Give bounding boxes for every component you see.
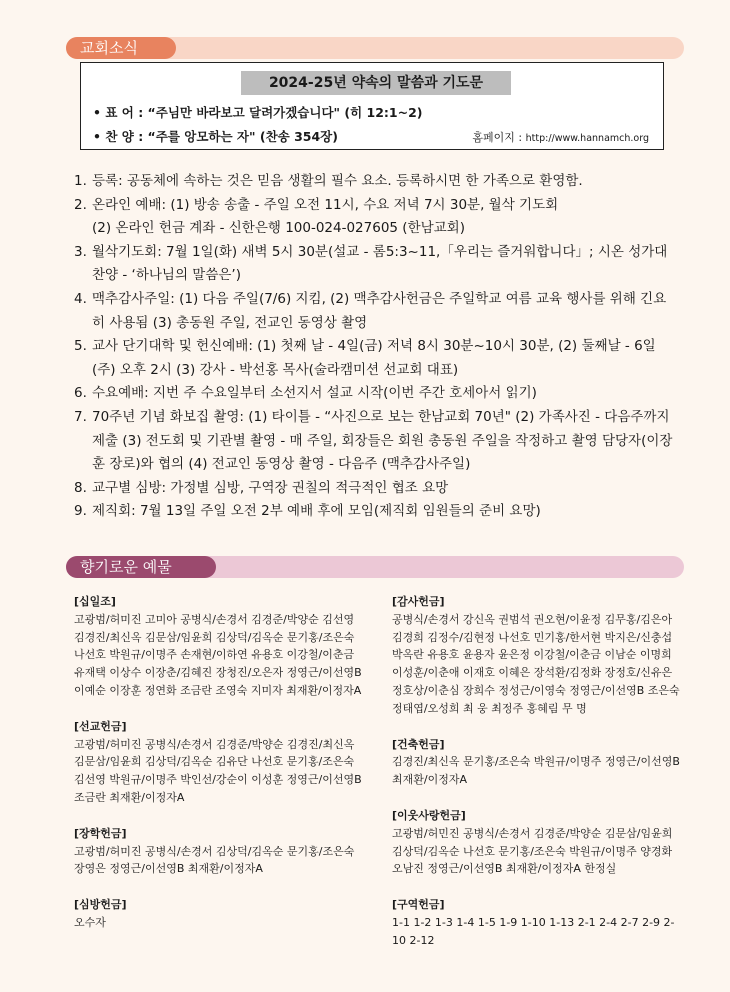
news-item-number: 4.: [74, 290, 87, 307]
news-item-text: 교구별 심방: 가정별 심방, 구역장 권칠의 적극적인 협조 요망: [92, 479, 449, 496]
offering-names: 오수자: [74, 915, 106, 929]
news-item: [74, 477, 674, 501]
news-item: [74, 406, 674, 477]
news-item: [74, 194, 674, 218]
offering-group: [74, 896, 364, 932]
news-list: [74, 170, 674, 524]
motto-line: • 표 어 : “주님만 바라보고 달려가겠습니다" (히 12:1~2): [93, 105, 423, 120]
news-item-text: 월삭기도회: 7월 1일(화) 새벽 5시 30분(설교 - 롬5:3~11,「우리는 즐거워합니다」; 시온 성가대 찬양 - ‘하나님의 말씀은’): [92, 243, 668, 284]
offering-heading: [구역헌금]: [392, 898, 445, 912]
news-item: [74, 335, 674, 382]
offering-heading: [감사헌금]: [392, 595, 445, 608]
news-item-text: 맥추감사주일: (1) 다음 주일(7/6) 지킴, (2) 맥추감사헌금은 주일학교 여름 교육 행사를 위해 긴요히 사용됨 (3) 총동원 주일, 전교인 동영상 촬영: [92, 290, 667, 331]
homepage-url[interactable]: http://www.hannamch.org: [525, 133, 649, 144]
news-item-number: [74, 217, 92, 241]
motto-title: 2024-25년 약속의 말씀과 기도문: [241, 71, 511, 95]
offerings-left-column: [74, 593, 364, 950]
offering-heading: [십일조]: [74, 595, 116, 608]
offering-group: [392, 807, 682, 878]
news-item: [74, 500, 674, 524]
offering-group: [392, 593, 682, 718]
hymn-line: • 찬 양 : “주를 앙모하는 자" (찬송 354장): [93, 129, 338, 144]
news-item: [74, 288, 674, 335]
offering-names: 고광범/허미진 공병식/손경서 김경준/박양순 김경진/최신옥 김문삼/임윤희 김상덕/김옥순 김유단 나선호 문기홍/조은숙 김선영 박원규/이명주 박인선/강순이 이성훈 정영근/이선영B 조금란 최재환/이정자A: [74, 737, 362, 804]
offering-heading: [건축헌금]: [392, 737, 445, 751]
offering-heading: [장학헌금]: [74, 826, 127, 840]
news-item-text: 70주년 기념 화보집 촬영: (1) 타이틀 - “사진으로 보는 한남교회 70년" (2) 가족사진 - 다음주까지 제출 (3) 전도회 및 기관별 촬영 - 매 주일, 회장들은 회원 총동원 주일을 작정하고 촬영 담당자(이장훈 장로)와 협의 (4) 전교인 동영상 촬영 - 다음주 (맥추감사주일): [92, 408, 673, 473]
news-item-text: 등록: 공동체에 속하는 것은 믿음 생활의 필수 요소. 등록하시면 한 가족으로 환영함.: [92, 173, 583, 189]
offering-group: [392, 736, 682, 789]
offering-names: 고광범/허민진 공병식/손경서 김경준/박양순 김문삼/임윤희 김상덕/김옥순 나선호 문기홍/조은숙 박원규/이명주 양경화 오남진 정영근/이선영B 최재환/이정자A 한정실: [392, 826, 673, 876]
news-item-number: 1.: [74, 173, 87, 189]
news-item-text: 제직회: 7월 13일 주일 오전 2부 예배 후에 모임(제직회 임원들의 준비 요망): [92, 503, 541, 520]
offering-heading: [심방헌금]: [74, 898, 127, 912]
news-item-number: 7.: [74, 408, 87, 425]
offering-group: [74, 718, 364, 807]
news-item-number: 2.: [74, 196, 87, 213]
news-item-text: 수요예배: 지번 주 수요일부터 소선지서 설교 시작(이번 주간 호세아서 읽기): [92, 385, 537, 402]
offering-names: 고광범/허미진 고미아 공병식/손경서 김경준/박양순 김선영 김경진/최신옥 김문삼/임윤희 김상덕/김옥순 문기홍/조은숙 나선호 박원규/이명주 손재현/이하연 유용호 이강철/이춘금 유재택 이상수 이장춘/김혜진 장청진/오은자 정영근/이선영B 이예순 이장훈 정연화 조금란 조영숙 지미자 최재환/이정자A: [74, 612, 362, 697]
motto-box: [80, 62, 664, 150]
news-item-text: 온라인 예배: (1) 방송 송출 - 주일 오전 11시, 수요 저녁 7시 30분, 월삭 기도회: [92, 196, 559, 213]
news-item: [74, 241, 674, 288]
offering-names: 1-1 1-2 1-3 1-4 1-5 1-9 1-10 1-13 2-1 2-4 2-7 2-9 2-10 2-12: [392, 915, 675, 947]
offerings-right-column: [392, 593, 682, 968]
offering-heading: [이웃사랑헌금]: [392, 808, 466, 822]
section-title-offerings: 향기로운 예물: [66, 556, 216, 578]
offering-group: [74, 593, 364, 700]
homepage: [472, 129, 649, 145]
news-item: [74, 382, 674, 406]
offering-names: 김경진/최신옥 문기홍/조은숙 박원규/이명주 정영근/이선영B 최재환/이정자A: [392, 755, 680, 787]
homepage-label: 홈페이지 :: [472, 131, 523, 144]
news-item-number: 9.: [74, 503, 87, 520]
news-item-number: 3.: [74, 243, 87, 260]
news-item-number: 8.: [74, 479, 87, 496]
news-item-number: 6.: [74, 385, 87, 402]
section-title-church-news: 교회소식: [66, 37, 176, 59]
news-item-text: 교사 단기대학 및 헌신예배: (1) 첫째 날 - 4일(금) 저녁 8시 30분~10시 30분, (2) 둘째날 - 6일(주) 오후 2시 (3) 강사 - 박선홍 목사(술라캠미션 선교회 대표): [92, 338, 656, 378]
offering-group: [392, 896, 682, 949]
news-item: [74, 217, 674, 241]
news-item-text: (2) 온라인 헌금 계좌 - 신한은행 100-024-027605 (한남교회): [92, 220, 465, 237]
offering-names: 공병식/손경서 강신옥 권범석 권오현/이윤정 김무홍/김은아 김경희 김정수/김현정 나선호 민기홍/한서현 박지은/신충섭 박옥란 유용호 윤용자 윤은정 이강철/이춘금 이남순 이명희 이성훈/이춘애 이재호 이혜은 장석환/김정화 장정호/신유은 정호상/이춘심 장희수 정성근/이영숙 정영근/이선영B 조은숙 정태엽/오성희 최 웅 최정주 홍혜림 무 명: [392, 612, 680, 715]
offering-names: 고광범/허미진 공병식/손경서 김상덕/김옥순 문기홍/조은숙 장영은 정영근/이선영B 최재환/이정자A: [74, 844, 355, 876]
news-item: [74, 170, 674, 194]
offering-heading: [선교헌금]: [74, 719, 127, 733]
news-item-number: 5.: [74, 338, 87, 355]
offering-group: [74, 825, 364, 878]
